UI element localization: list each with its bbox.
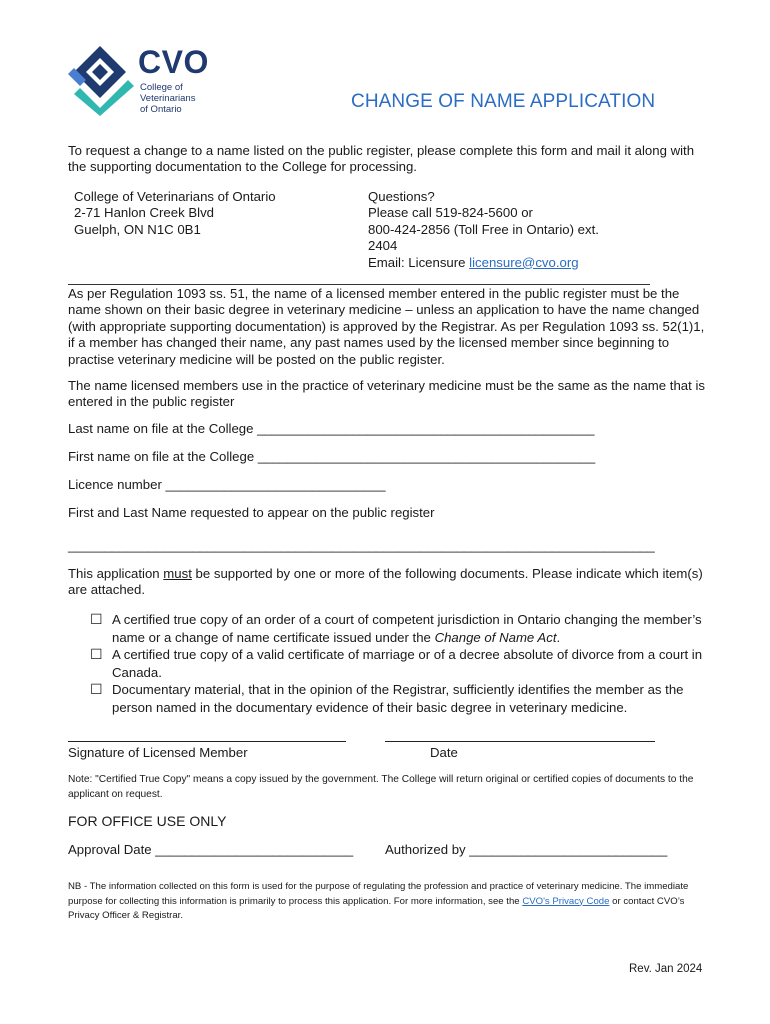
list-item: ☐ A certified true copy of an order of a court of competent jurisdiction in Ontario changing the member’s name or a change of name certificate issued under the Change of Name Act.	[90, 611, 702, 645]
logo-wordmark: CVO	[138, 44, 209, 80]
privacy-notice: NB - The information collected on this form is used for the purpose of regulating the profession and practice of veterinary medicine. The immediate purpose for collecting this information is primarily to process this application. For more information, see the CVO's Privacy Code or contact CVO’s Privacy Officer & Registrar.	[68, 881, 689, 921]
section-divider	[68, 284, 650, 285]
revision-date: Rev. Jan 2024	[629, 963, 703, 975]
date-line[interactable]	[385, 741, 655, 742]
logo-subtitle: College of Veterinarians of Ontario	[140, 82, 196, 115]
list-item: ☐ Documentary material, that in the opinion of the Registrar, sufficiently identifies the member as the person named in the documentary evidence of their basic degree in veterinary medicine.	[90, 681, 684, 715]
document-checklist	[90, 611, 710, 717]
list-item: ☐ A certified true copy of a valid certificate of marriage or of a decree absolute of divorce from a court in Canada.	[90, 646, 703, 680]
cvo-logo-mark-icon	[66, 44, 136, 116]
page-title: CHANGE OF NAME APPLICATION	[351, 91, 656, 112]
practice-text: The name licensed members use in the practice of veterinary medicine must be the same as the name that is entered in the public register	[68, 378, 705, 410]
signature-label: Signature of Licensed Member	[68, 745, 248, 760]
first-name-field[interactable]: First name on file at the College ______________________________________________	[68, 449, 596, 464]
date-label: Date	[430, 745, 458, 760]
regulation-text: As per Regulation 1093 ss. 51, the name of a licensed member entered in the public register must be the name shown on their basic degree in veterinary medicine – unless an application to have the name changed (with appropriate supporting documentation) is approved by the Registrar. As per Regulation 1093 ss. 52(1)1, if a member has changed their name, any past names used by the licensed member since beginning to practise veterinary medicine will be posted on the public register.	[68, 286, 705, 367]
requested-name-label: First and Last Name requested to appear on the public register	[68, 505, 435, 520]
licence-number-field[interactable]: Licence number ______________________________	[68, 477, 386, 492]
intro-text: To request a change to a name listed on the public register, please complete this form and mail it along with the supporting documentation to the College for processing.	[68, 143, 695, 175]
office-use-heading: FOR OFFICE USE ONLY	[68, 813, 227, 829]
support-text: This application must be supported by one or more of the following documents. Please indicate which item(s) are attached.	[68, 566, 703, 598]
questions-contact: Questions? Please call 519-824-5600 or 800-424-2856 (Toll Free in Ontario) ext. 2404 Email: Licensure licensure@cvo.org	[368, 189, 599, 270]
signature-line[interactable]	[68, 741, 346, 742]
privacy-code-link[interactable]: CVO's Privacy Code	[522, 895, 610, 907]
last-name-field[interactable]: Last name on file at the College ______________________________________________	[68, 421, 595, 436]
cvo-logo	[66, 44, 226, 116]
approval-date-field[interactable]: Approval Date ___________________________	[68, 842, 354, 857]
certified-copy-note: Note: "Certified True Copy" means a copy issued by the government. The College will return original or certified copies of documents to the applicant on request.	[68, 774, 694, 800]
mailing-address: College of Veterinarians of Ontario 2-71 Hanlon Creek Blvd Guelph, ON N1C 0B1	[74, 189, 276, 237]
checkbox-icon[interactable]: ☐	[90, 646, 103, 663]
checkbox-icon[interactable]: ☐	[90, 681, 103, 698]
authorized-by-field[interactable]: Authorized by ___________________________	[385, 842, 668, 857]
checkbox-icon[interactable]: ☐	[90, 611, 103, 627]
requested-name-field[interactable]: ________________________________________________________________________________	[68, 538, 655, 553]
email-link[interactable]: licensure@cvo.org	[469, 254, 579, 270]
